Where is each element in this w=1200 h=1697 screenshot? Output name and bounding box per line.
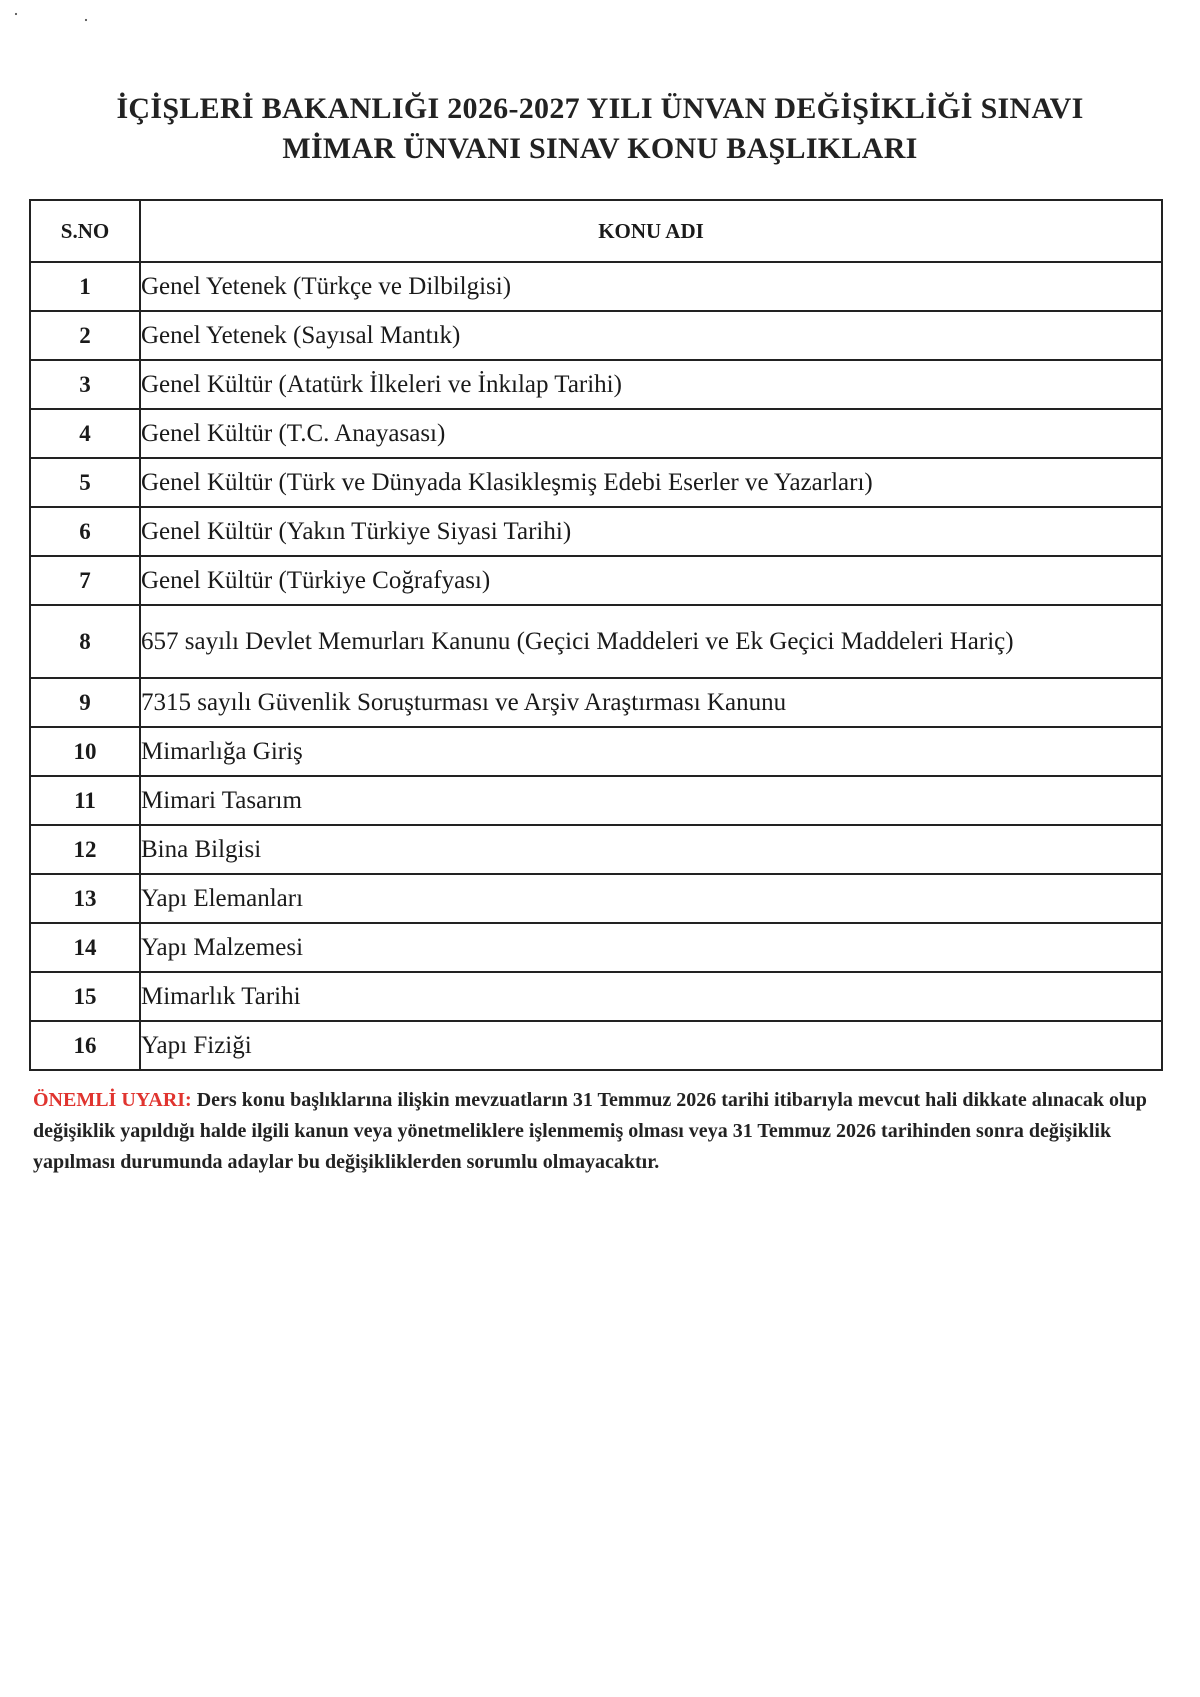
topic-name: Genel Kültür (Türk ve Dünyada Klasikleşmiş Edebi Eserler ve Yazarları) bbox=[140, 458, 1162, 507]
row-number: 15 bbox=[30, 972, 140, 1021]
row-number: 4 bbox=[30, 409, 140, 458]
row-number: 9 bbox=[30, 678, 140, 727]
table-row bbox=[30, 605, 1162, 678]
topic-name: Genel Kültür (Atatürk İlkeleri ve İnkılap Tarihi) bbox=[140, 360, 1162, 409]
table-row bbox=[30, 972, 1162, 1021]
row-number: 1 bbox=[30, 262, 140, 311]
table-row bbox=[30, 776, 1162, 825]
table-row bbox=[30, 507, 1162, 556]
table-row bbox=[30, 1021, 1162, 1070]
row-number: 5 bbox=[30, 458, 140, 507]
table-row bbox=[30, 458, 1162, 507]
topics-table-body bbox=[30, 200, 1162, 1070]
row-number: 14 bbox=[30, 923, 140, 972]
scan-specks bbox=[14, 8, 94, 28]
table-header-row bbox=[30, 200, 1162, 262]
table-row bbox=[30, 678, 1162, 727]
topic-name: Yapı Malzemesi bbox=[140, 923, 1162, 972]
table-row bbox=[30, 923, 1162, 972]
topic-name: 657 sayılı Devlet Memurları Kanunu (Geçici Maddeleri ve Ek Geçici Maddeleri Hariç) bbox=[140, 605, 1162, 678]
document-title-line-1: İÇİŞLERİ BAKANLIĞI 2026-2027 YILI ÜNVAN DEĞİŞİKLİĞİ SINAVI bbox=[116, 92, 1084, 125]
important-warning bbox=[33, 1085, 1163, 1178]
table-row bbox=[30, 360, 1162, 409]
row-number: 12 bbox=[30, 825, 140, 874]
row-number: 16 bbox=[30, 1021, 140, 1070]
topic-name: Mimarlık Tarihi bbox=[140, 972, 1162, 1021]
topic-name: Genel Yetenek (Sayısal Mantık) bbox=[140, 311, 1162, 360]
document-title-line-2: MİMAR ÜNVANI SINAV KONU BAŞLIKLARI bbox=[282, 132, 918, 165]
header-sno: S.NO bbox=[30, 200, 140, 262]
table-row bbox=[30, 825, 1162, 874]
topic-name: Genel Yetenek (Türkçe ve Dilbilgisi) bbox=[140, 262, 1162, 311]
row-number: 3 bbox=[30, 360, 140, 409]
row-number: 6 bbox=[30, 507, 140, 556]
topic-name: 7315 sayılı Güvenlik Soruşturması ve Arşiv Araştırması Kanunu bbox=[140, 678, 1162, 727]
header-konu-adi: KONU ADI bbox=[140, 200, 1162, 262]
warning-label: ÖNEMLİ UYARI: bbox=[33, 1089, 192, 1111]
topic-name: Bina Bilgisi bbox=[140, 825, 1162, 874]
topic-name: Yapı Fiziği bbox=[140, 1021, 1162, 1070]
row-number: 10 bbox=[30, 727, 140, 776]
topics-table bbox=[29, 199, 1163, 1071]
topic-name: Mimari Tasarım bbox=[140, 776, 1162, 825]
warning-text: Ders konu başlıklarına ilişkin mevzuatların 31 Temmuz 2026 tarihi itibarıyla mevcut hali dikkate alınacak olup değişiklik yapıldığı halde ilgili kanun veya yönetmeliklere işlenmemiş olması veya 31 Temmuz 2026 tarihinden sonra değişiklik yapılması durumunda adaylar bu değişikliklerden sorumlu olmayacaktır. bbox=[33, 1089, 1147, 1173]
topic-name: Genel Kültür (Yakın Türkiye Siyasi Tarihi) bbox=[140, 507, 1162, 556]
topic-name: Genel Kültür (T.C. Anayasası) bbox=[140, 409, 1162, 458]
topic-name: Mimarlığa Giriş bbox=[140, 727, 1162, 776]
table-row bbox=[30, 311, 1162, 360]
row-number: 8 bbox=[30, 605, 140, 678]
table-row bbox=[30, 262, 1162, 311]
row-number: 11 bbox=[30, 776, 140, 825]
row-number: 7 bbox=[30, 556, 140, 605]
table-row bbox=[30, 727, 1162, 776]
table-row bbox=[30, 409, 1162, 458]
topic-name: Yapı Elemanları bbox=[140, 874, 1162, 923]
row-number: 13 bbox=[30, 874, 140, 923]
table-row bbox=[30, 556, 1162, 605]
topic-name: Genel Kültür (Türkiye Coğrafyası) bbox=[140, 556, 1162, 605]
table-row bbox=[30, 874, 1162, 923]
row-number: 2 bbox=[30, 311, 140, 360]
